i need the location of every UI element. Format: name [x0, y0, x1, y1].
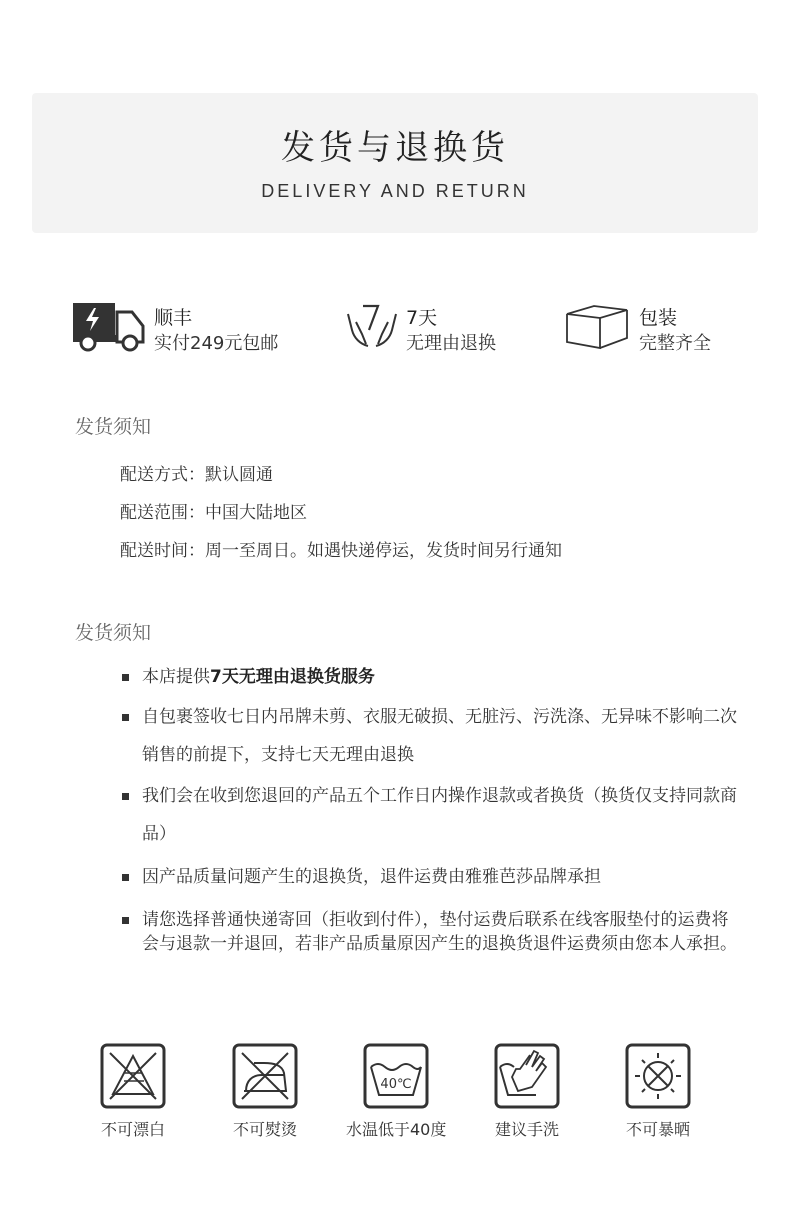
list-item [122, 777, 742, 853]
list-item [122, 858, 742, 896]
feature-title: 顺丰 [154, 307, 193, 329]
list-item [122, 698, 742, 774]
care-item [346, 1043, 446, 1140]
bullet [122, 917, 129, 924]
care-label: 不可漂白 [100, 1120, 165, 1139]
feature-subtitle: 完整齐全 [639, 333, 711, 354]
rule-text: 因产品质量问题产生的退换货，退件运费由雅雅芭莎品牌承担 [142, 867, 601, 887]
no-iron-icon [232, 1043, 298, 1109]
care-item [83, 1043, 183, 1140]
bullet [122, 674, 129, 681]
delivery-section-title: 发货须知 [75, 416, 152, 438]
delivery-truck-icon [72, 300, 146, 352]
feature-return [344, 300, 524, 352]
care-item [608, 1043, 708, 1140]
rule-text: 请您选择普通快递寄回（拒收到付件），垫付运费后联系在线客服垫付的运费将会与退款一并退回，若非产品质量原因产生的退换货退件运费须由您本人承担。 [142, 910, 737, 954]
feature-subtitle: 无理由退换 [406, 333, 496, 354]
no-bleach-icon [100, 1043, 166, 1109]
feature-shipping [72, 300, 302, 352]
feature-subtitle: 实付249元包邮 [154, 333, 279, 354]
rule-text: 我们会在收到您退回的产品五个工作日内操作退款或者换货（换货仅支持同款商品） [142, 786, 737, 844]
feature-title: 7天 [406, 307, 438, 329]
rule-highlight: 7天无理由退换货服务 [210, 667, 375, 687]
feature-title: 包装 [639, 307, 678, 329]
bullet [122, 714, 129, 721]
list-item [122, 658, 742, 696]
list-item [122, 908, 742, 984]
returns-section-title: 发货须知 [75, 622, 152, 644]
delivery-method: 配送方式：默认圆通 [120, 465, 273, 485]
seven-day-hands-icon [344, 300, 400, 352]
no-sun-dry-icon [625, 1043, 691, 1109]
hand-wash-icon [494, 1043, 560, 1109]
delivery-time: 配送时间：周一至周日。如遇快递停运，发货时间另行通知 [120, 541, 562, 561]
care-label: 水温低于40度 [346, 1120, 447, 1139]
page-title: 发货与退换货 [281, 128, 509, 168]
feature-package [564, 300, 734, 352]
care-label: 不可熨烫 [232, 1120, 297, 1139]
rule-text: 自包裹签收七日内吊牌未剪、衣服无破损、无脏污、污洗涤、无异味不影响二次销售的前提下，支持七天无理由退换 [142, 707, 737, 765]
wash-temp-label: 40℃ [380, 1077, 412, 1092]
bullet [122, 874, 129, 881]
wash-40-icon [363, 1043, 429, 1109]
care-label: 建议手洗 [494, 1120, 559, 1139]
care-item [215, 1043, 315, 1140]
care-label: 不可暴晒 [625, 1120, 690, 1139]
page-subtitle: DELIVERY AND RETURN [261, 181, 529, 201]
delivery-range: 配送范围：中国大陆地区 [120, 503, 307, 523]
bullet [122, 793, 129, 800]
package-box-icon [564, 300, 630, 352]
care-item [477, 1043, 577, 1140]
rule-text: 本店提供 [142, 667, 210, 687]
